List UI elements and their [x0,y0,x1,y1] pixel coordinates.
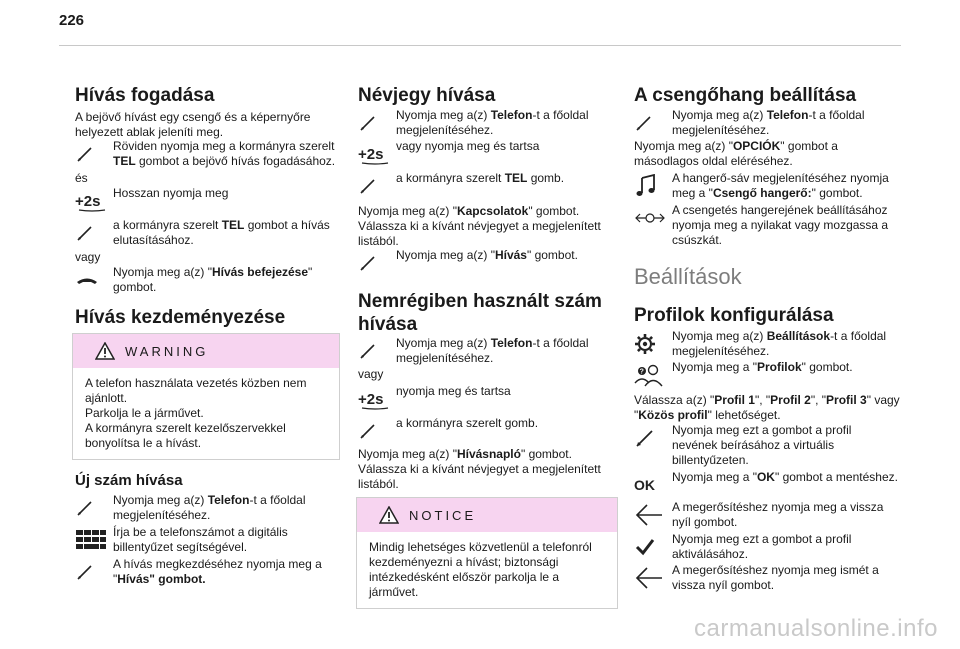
step-open-phone-4: Nyomja meg a(z) Telefon-t a főoldal megjelenítéséhez. [634,108,900,138]
subsection-new-number: Új szám hívása [75,472,183,489]
text-vagy: vagy [75,250,101,264]
hang-up-icon [75,265,113,295]
warning-label: WARNING [125,343,209,359]
section-title-recent-call: Nemrégiben használt szám hívása [358,291,602,335]
slider-arrows-icon [634,203,672,233]
step-open-phone-2: Nyomja meg a(z) Telefon-t a főoldal megjelenítéséhez. [358,108,624,138]
warning-triangle-icon [379,506,399,524]
section-title-ringtone: A csengőhang beállítása [634,85,857,106]
back-arrow-icon [634,563,672,593]
warning-triangle-icon [95,342,115,360]
gear-icon [634,329,672,359]
check-icon [634,532,672,562]
step-back-confirm-2: A megerősítéshez nyomja meg ismét a vissza nyíl gombot. [634,563,900,593]
text-vagy-2: vagy [358,367,384,381]
pencil-icon [75,557,113,587]
pencil-icon [75,218,113,248]
section-title-call-start: Hívás kezdeményezése [75,307,286,328]
step-adjust-volume: A csengetés hangerejének beállításához nyomja meg a nyilakat vagy mozgassa a csúszkát. [634,203,900,248]
step-profile-name: Nyomja meg ezt a gombot a profil nevének beírásához a virtuális billentyűzeten. [634,423,900,468]
steering-2s-icon [358,384,396,414]
intro-text: A bejövő hívást egy csengő és a képernyőre helyezett ablak jeleníti meg. [75,110,311,139]
step-hold-2: +2s nyomja meg és tartsa [358,384,624,414]
step-activate-profile: Nyomja meg ezt a gombot a profil aktiválásához. [634,532,900,562]
back-arrow-icon [634,500,672,530]
step-short-press: Röviden nyomja meg a kormányra szerelt TEL gombot a bejövő hívás fogadásához. [75,139,341,169]
step-hang-up: Nyomja meg a(z) "Hívás befejezése" gombot. [75,265,341,295]
step-open-settings: Nyomja meg a(z) Beállítások-t a főoldal megjelenítéséhez. [634,329,900,359]
pencil-icon [358,108,396,138]
steering-2s-icon [75,186,113,216]
svg-text:+2s: +2s [75,193,101,210]
step-back-confirm: A megerősítéshez nyomja meg a vissza nyíl gombot. [634,500,900,530]
step-reject: a kormányra szerelt TEL gombot a hívás elutasításához. [75,218,341,248]
steering-2s-icon [358,139,396,169]
svg-text:+2s: +2s [358,146,384,163]
step-start-call: A hívás megkezdéséhez nyomja meg a "Hívás" gombot. [75,557,341,587]
notice-box [356,497,618,609]
pencil-icon [75,493,113,523]
profiles-icon [634,360,672,390]
pencil-icon [358,416,396,446]
step-profiles-button: ? Nyomja meg a "Profilok" gombot. [634,360,900,390]
step-type-number: Írja be a telefonszámot a digitális billentyűzet segítségével. [75,525,341,555]
step-long-press: +2s Hosszan nyomja meg [75,186,341,216]
pencil-icon [358,171,396,201]
pencil-icon [75,139,113,169]
svg-text:+2s: +2s [358,391,384,408]
section-title-contact-call: Névjegy hívása [358,85,496,106]
pencil-icon [358,248,396,278]
svg-text:?: ? [639,368,644,376]
step-ok-save: OK Nyomja meg a "OK" gombot a mentéshez. [634,470,898,493]
top-divider [59,45,901,46]
step-call-contact: Nyomja meg a(z) "Hívás" gombot. [358,248,624,278]
pencil-icon [358,336,396,366]
music-note-icon [634,171,672,201]
options-paragraph: Nyomja meg a(z) "OPCIÓK" gombot a másodlagos oldal eléréséhez. [634,139,838,168]
page-number: 226 [59,12,85,29]
warning-box [72,333,340,460]
ok-icon: OK [634,477,655,493]
notice-text: Mindig lehetséges közvetlenül a telefonról kezdeményezni a hívást; biztonsági intézkedésként először parkolja le a járművet. [369,540,592,599]
profile-select-paragraph: Válassza a(z) "Profil 1", "Profil 2", "Profil 3" vagy "Közös profil" lehetőséget. [634,393,900,422]
section-title-call-receive: Hívás fogadása [75,85,215,106]
step-wheel-button: a kormányra szerelt gomb. [358,416,624,446]
step-tel-button: a kormányra szerelt TEL gomb. [358,171,624,201]
pencil-icon [634,423,672,453]
watermark: carmanualsonline.info [694,615,938,642]
contacts-paragraph: Nyomja meg a(z) "Kapcsolatok" gombot. Válassza ki a kívánt névjegyet a megjelenített listából. [358,204,601,248]
warning-text: A telefon használata vezetés közben nem ajánlott. Parkolja le a járművet. A kormányra szerelt kezelőszervekkel bonyolítsa le a hívást. [85,376,307,450]
notice-label: NOTICE [409,507,477,523]
text-es: és [75,171,88,185]
chapter-title-settings: Beállítások [634,264,742,289]
step-open-phone: Nyomja meg a(z) Telefon-t a főoldal megjelenítéséhez. [75,493,341,523]
step-ring-volume: A hangerő-sáv megjelenítéséhez nyomja meg a "Csengő hangerő:" gombot. [634,171,900,201]
step-hold: +2s vagy nyomja meg és tartsa [358,139,624,169]
pencil-icon [634,108,672,138]
keypad-icon [75,525,113,555]
call-log-paragraph: Nyomja meg a(z) "Hívásnapló" gombot. Válassza ki a kívánt névjegyet a megjelenített listából. [358,447,601,491]
section-title-profiles: Profilok konfigurálása [634,305,834,326]
step-open-phone-3: Nyomja meg a(z) Telefon-t a főoldal megjelenítéséhez. [358,336,624,366]
